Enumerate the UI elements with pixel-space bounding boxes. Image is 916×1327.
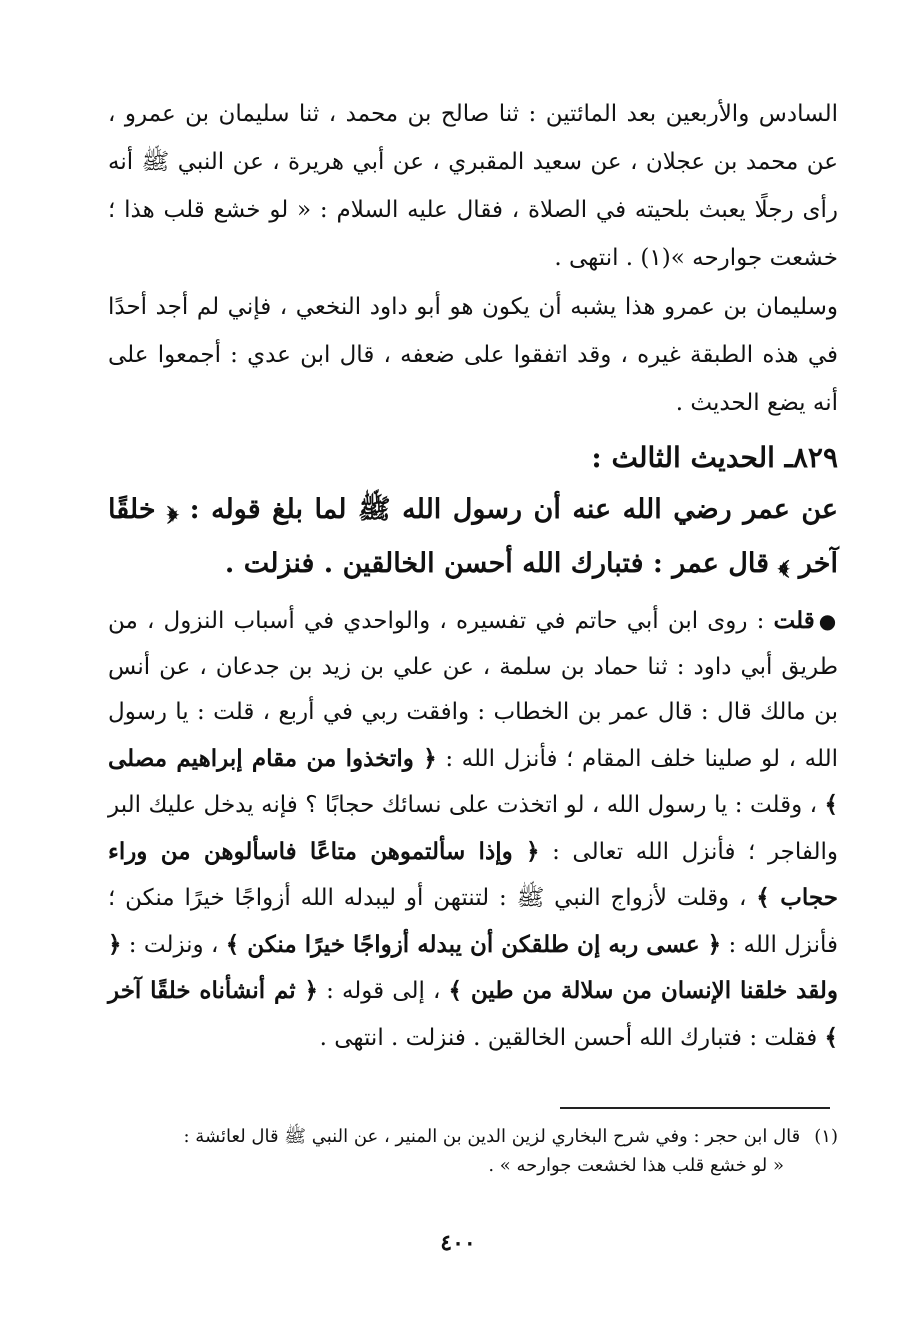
footnote-text: قال ابن حجر : وفي شرح البخاري لزين الدين بن المنير ، عن النبي ﷺ قال لعائشة : xyxy=(183,1126,801,1147)
paragraph-narrator-note: وسليمان بن عمرو هذا يشبه أن يكون هو أبو داود النخعي ، فإني لم أجد أحدًا في هذه الطبقة غيره ، وقد اتفقوا على ضعفه ، قال ابن عدي : أجمعوا على أنه يضع الحديث . xyxy=(108,294,838,416)
footnote-line-2: « لو خشع قلب هذا لخشعت جوارحه » . xyxy=(488,1155,784,1176)
commentary-segment: ، ونزلت : xyxy=(121,931,226,958)
paragraph-narration: السادس والأربعين بعد المائتين : ثنا صالح بن محمد ، ثنا سليمان بن عمرو ، عن محمد بن عجلان ، عن سعيد المقبري ، عن أبي هريرة ، عن النبي ﷺ أنه رأى رجلًا يعبث بلحيته في الصلاة ، فقال عليه السلام : « لو خشع قلب هذا ؛ خشعت جوارحه »(١) . انتهى . xyxy=(108,101,838,271)
commentary-segment: فقلت : فتبارك الله أحسن الخالقين . فنزلت . انتهى . xyxy=(319,1024,825,1051)
commentary-segment: ، إلى قوله : xyxy=(317,978,449,1004)
commentary-paragraph xyxy=(108,598,838,1061)
footnote-number: (١) xyxy=(814,1126,838,1147)
quran-quote: ﴿ ثم أنشأناه خلقًا آخر ﴾ xyxy=(108,977,838,1051)
commentary-lead-word: قلت xyxy=(773,607,815,634)
commentary-segment: : روى ابن أبي حاتم في تفسيره ، والواحدي في أسباب النزول ، من طريق أبي داود : ثنا حماد بن سلمة ، عن علي بن زيد بن جدعان ، عن أنس بن مالك قال : قال عمر بن الخطاب : وافقت ربي في أربع ، قلت : يا رسول الله ، لو صلينا خلف المقام ؛ فأنزل الله : xyxy=(108,608,838,772)
footnote-line-1 xyxy=(108,1122,838,1151)
hadith-text: عن عمر رضي الله عنه أن رسول الله ﷺ لما بلغ قوله : ﴿ خلقًا آخر ﴾ قال عمر : فتبارك الله أحسن الخالقين . فنزلت . xyxy=(108,494,838,579)
commentary-segment: ، وقلت : يا رسول الله ، لو اتخذت على نسائك حجابًا ؟ فإنه يدخل عليك البر والفاجر ؛ فأنزل الله تعالى : xyxy=(108,792,838,865)
footnote-divider xyxy=(560,1107,830,1109)
hadith-heading: ٨٢٩ـ الحديث الثالث : xyxy=(591,441,838,474)
quran-quote: ﴿ واتخذوا من مقام إبراهيم مصلى ﴾ xyxy=(108,744,838,818)
commentary-segment: ، وقلت لأزواج النبي ﷺ : لتنتهن أو ليبدله الله أزواجًا خيرًا منكن ؛ فأنزل الله : xyxy=(108,885,838,958)
quran-quote: ﴿ عسى ربه إن طلقكن أن يبدله أزواجًا خيرًا منكن ﴾ xyxy=(225,930,722,958)
page-number: ٤٠٠ xyxy=(440,1230,476,1256)
quran-quote: ﴿ وإذا سألتموهن متاعًا فاسألوهن من وراء حجاب ﴾ xyxy=(108,837,838,911)
footnote xyxy=(108,1122,838,1180)
quran-quote: ﴿ ولقد خلقنا الإنسان من سلالة من طين ﴾ xyxy=(108,930,838,1004)
bullet-icon: ● xyxy=(818,609,838,633)
